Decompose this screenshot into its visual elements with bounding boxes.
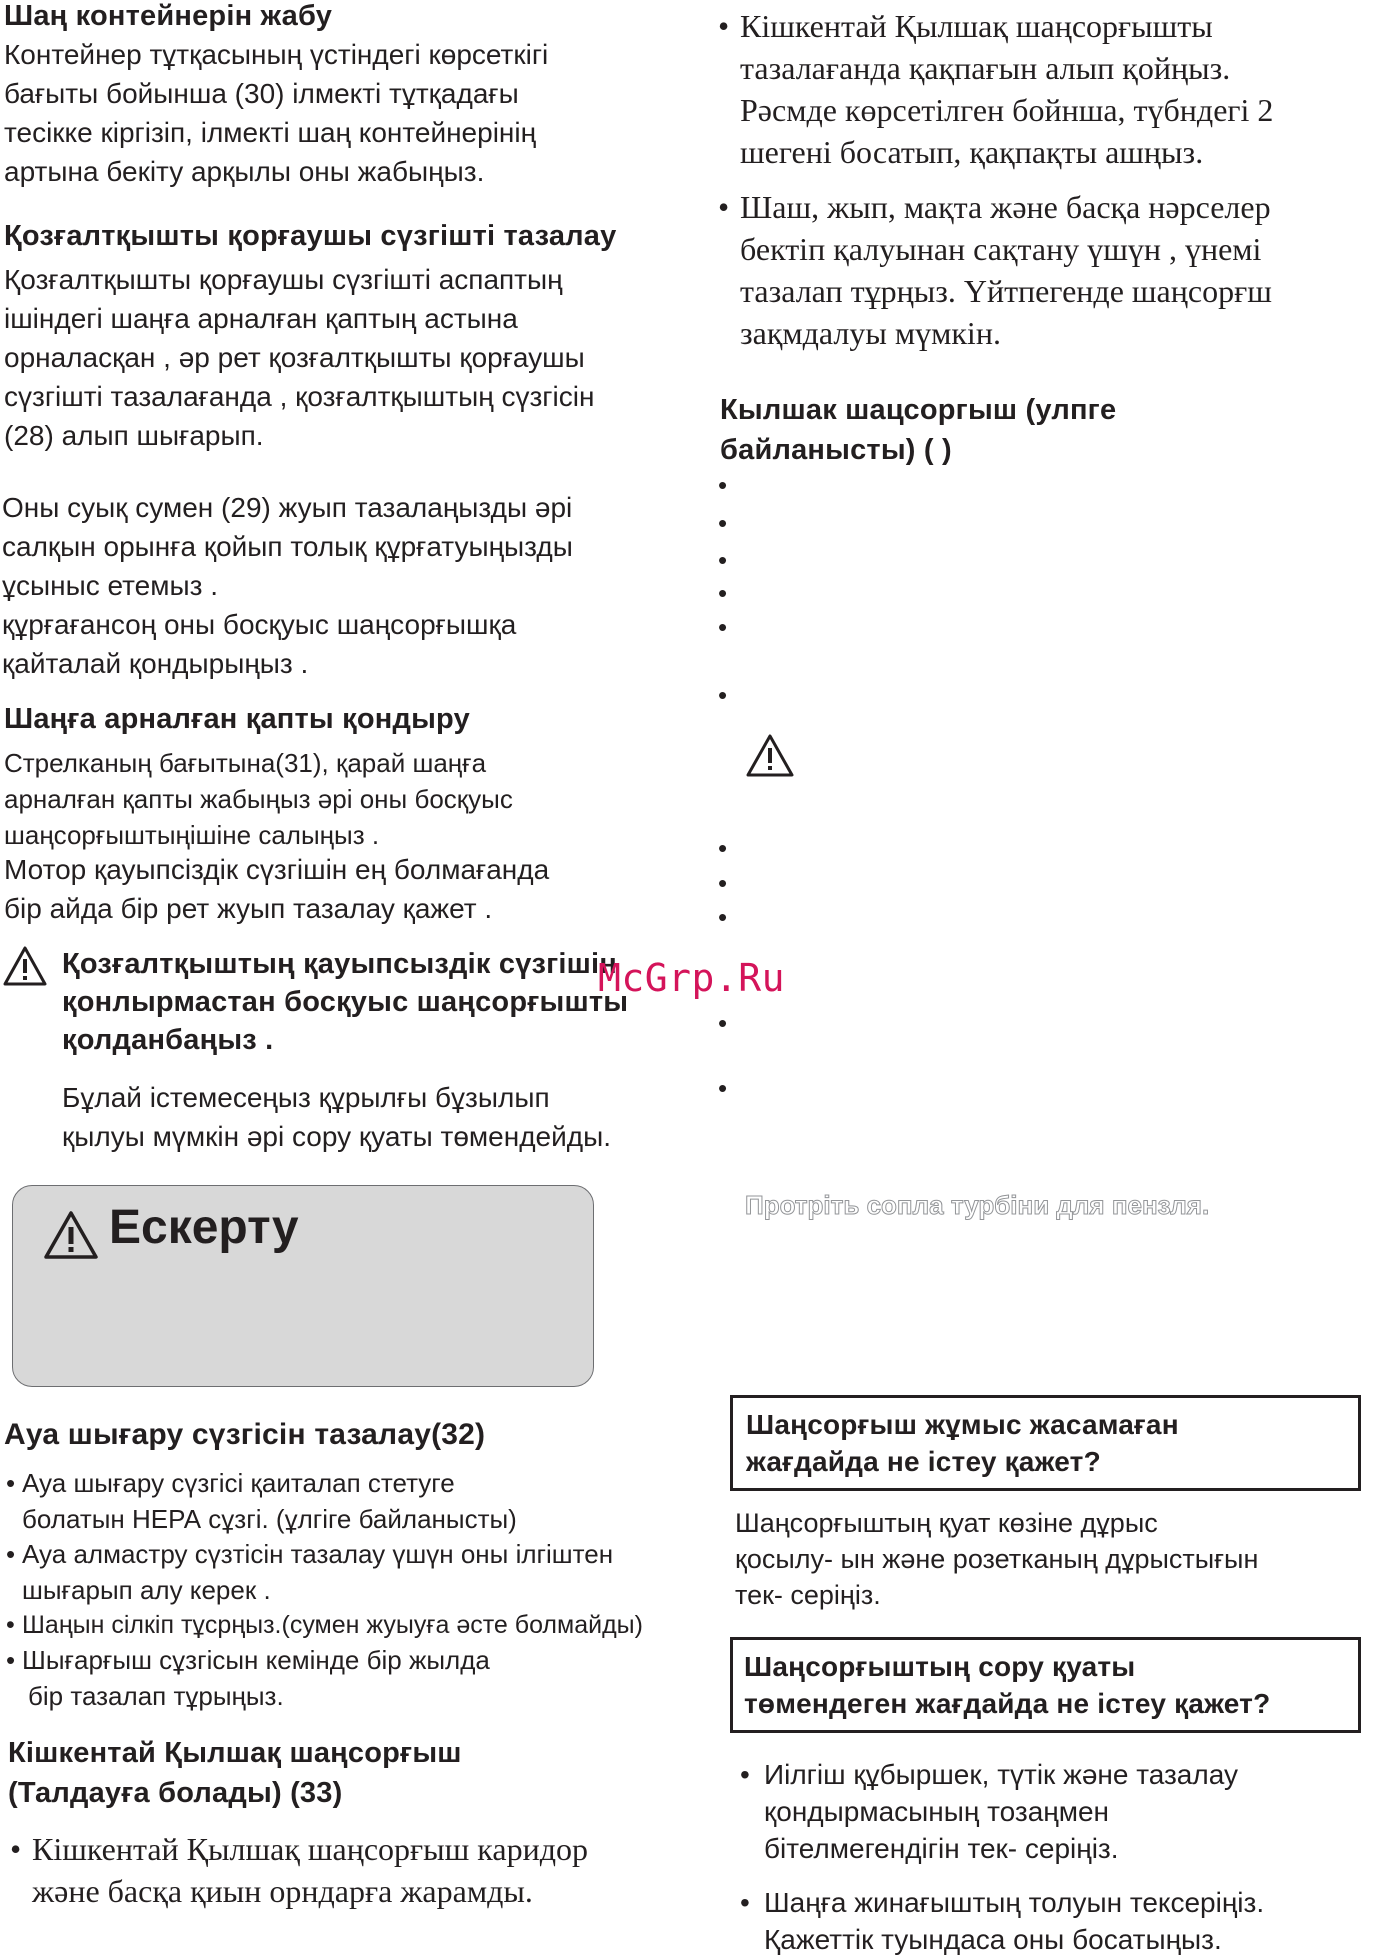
text-line: ұсыныс етемыз . (2, 570, 218, 601)
bullet-icon: • (718, 470, 728, 500)
section-text-dust-bag-wash (4, 850, 549, 928)
text-line: сүзгішті тазалағанда , қозғалтқыштың сүзгісін (4, 381, 595, 412)
bullet-icon: • (10, 1831, 22, 1867)
text-line: Мотор қауыпсіздік сүзгішін ең болмағанда (4, 854, 550, 885)
text-line: ішіндегі шаңға арналған қаптың астына (4, 303, 518, 334)
warning-triangle-icon (2, 945, 48, 987)
bullet-icon: • (718, 612, 728, 642)
warning-triangle-icon (43, 1210, 99, 1260)
text-line: құрғағансоң оны босқуыс шаңсорғышқа (2, 609, 517, 640)
text-line: арналған қапты жабыңыз әрі оны босқуыс (4, 784, 513, 814)
text-line: төмендеген жағдайда не істеу қажет? (744, 1688, 1271, 1719)
text-line: Ауа шығару сүзгісі қаиталап стетуге (22, 1468, 455, 1498)
faq-box-low-suction (730, 1637, 1361, 1733)
text-line: жағдайда не істеу қажет? (746, 1446, 1101, 1477)
text-line: Қозғалтқыштың қауыпсыздік сүзгішін (62, 948, 618, 980)
text-line: Стрелканың бағытына(31), қарай шаңға (4, 748, 487, 778)
text-line: қонлырмастан босқуыс шаңсорғышты (62, 986, 629, 1018)
warning-normal-text (62, 1078, 611, 1156)
list-item (4, 1642, 490, 1714)
section-title-dust-bag: Шаңға арналған қапты қондыру (4, 703, 470, 735)
section-title-turbo-brush (720, 390, 1116, 470)
text-line: Шаңын сілкіп тұсрңыз.(сумен жуыуға әсте болмайды) (22, 1611, 643, 1639)
bullet-icon: • (6, 1611, 15, 1639)
faq-title (744, 1648, 1270, 1722)
text-line: Шаңсорғыштың қуат көзіне дұрыс (735, 1508, 1158, 1538)
text-line: Шаш, жып, мақта және басқа нәрселер (740, 189, 1271, 225)
text-line: Контейнер тұтқасының үстіндегі көрсеткігі (4, 39, 549, 70)
bullet-icon: • (718, 8, 730, 44)
text-line: Иілгіш құбыршек, түтік және тазалау (764, 1759, 1238, 1790)
text-line: тазалап тұрңыз. Үйтпегенде шаңсорғш (740, 273, 1272, 309)
caution-box (12, 1185, 594, 1387)
text-line: Ауа алмастру сүзтісін тазалау үшүн оны ілгіштен (22, 1539, 614, 1569)
faq-answer-not-working (735, 1505, 1258, 1613)
list-item (8, 1828, 588, 1912)
text-line: және басқа қиын орндарға жарамды. (32, 1873, 533, 1909)
text-line: Оны суық сумен (29) жуып тазалаңызды әрі (2, 492, 573, 523)
watermark: McGrp.Ru (598, 956, 786, 1000)
section-title-exhaust-filter: Ауа шығару сүзгісін тазалау(32) (4, 1418, 486, 1451)
text-line: байланысты) ( ) (720, 434, 952, 466)
text-line: бітелмегендігін тек- серіңіз. (764, 1833, 1119, 1864)
list-item (718, 186, 1272, 354)
text-line: зақмдалуы мүмкін. (740, 315, 1001, 351)
bullet-icon: • (718, 680, 728, 710)
text-line: Қозғалтқышты қорғаушы сүзгішті аспаптың (4, 264, 563, 295)
list-item (4, 1536, 613, 1608)
warning-triangle-icon (745, 733, 795, 779)
text-line: тазалағанда қақпағын алып қойңыз. (740, 50, 1231, 86)
bullet-icon: • (718, 545, 728, 575)
text-line: Кішкентай Қылшақ шаңсорғыш каридор (32, 1831, 588, 1867)
text-line: (28) алып шығарып. (4, 420, 264, 451)
list-item (4, 1465, 517, 1537)
ghost-text-line: Протріть сопла турбіни для пензля. (745, 1190, 1210, 1220)
text-line: орналасқан , әр рет қозғалтқышты қорғаушы (4, 342, 585, 373)
text-line: Кішкентай Қылшақ шаңсорғыш (8, 1737, 462, 1769)
bullet-icon: • (740, 1887, 750, 1918)
bullet-icon: • (718, 508, 728, 538)
text-line: қондырмасының тозаңмен (764, 1796, 1110, 1827)
text-line: қолданбаңыз . (62, 1024, 274, 1056)
bullet-icon: • (718, 189, 730, 225)
bullet-icon: • (718, 868, 728, 898)
list-item (740, 1756, 1238, 1867)
text-line: шегені босатып, қақпақты ашңыз. (740, 134, 1204, 170)
text-line: болатын НЕРА сұзгі. (ұлгіге байланысты) (22, 1504, 517, 1534)
section-text-motor-filter (4, 260, 594, 455)
section-text-motor-filter-wash (2, 488, 573, 683)
text-line: Шығарғыш сұзгісын кемінде бір жылда (22, 1645, 490, 1675)
text-line: Шаңсорғыштың сору қуаты (744, 1651, 1136, 1682)
text-line: бағыты бойынша (30) ілмекті тұтқадағы (4, 78, 519, 109)
bullet-icon: • (6, 1468, 16, 1498)
bullet-icon: • (6, 1645, 16, 1675)
bullet-icon: • (718, 833, 728, 863)
section-title-mini-brush (8, 1733, 462, 1813)
faq-box-not-working (730, 1395, 1361, 1491)
text-line: Шаңсорғыш жұмыс жасамаған (746, 1409, 1179, 1440)
text-line: тесікке кіргізіп, ілмекті шаң контейнерінің (4, 117, 537, 148)
section-title-close-container: Шаң контейнерін жабу (4, 0, 333, 32)
text-line: бір тазалап тұрыңыз. (28, 1681, 284, 1711)
section-title-motor-filter: Қозғалтқышты қорғаушы сүзгішті тазалау (4, 220, 617, 252)
text-line: артына бекіту арқылы оны жабыңыз. (4, 156, 485, 187)
text-line: қылуы мүмкін әрі сору қуаты төмендейды. (62, 1121, 611, 1152)
warning-bold-text (62, 945, 628, 1059)
section-text-dust-bag (4, 745, 513, 853)
caution-label: Ескерту (109, 1201, 299, 1254)
text-line: (Талдауға болады) (33) (8, 1777, 343, 1809)
text-line: Шаңға жинағыштың толуын тексеріңіз. (764, 1887, 1265, 1918)
text-line: Рәсмде көрсетілген бойнша, түбндегі 2 (740, 92, 1274, 128)
text-line: салқын орынға қойып толық құрғатуыңызды (2, 531, 573, 562)
section-text-close-container (4, 35, 548, 191)
text-line: шығарып алу керек . (22, 1575, 271, 1605)
text-line: бір айда бір рет жуып тазалау қажет . (4, 893, 493, 924)
text-line: қайталай қондырыңыз . (2, 648, 309, 679)
bullet-icon: • (6, 1539, 16, 1569)
text-line: қосылу- ын және розетканың дұрыстығын (735, 1544, 1259, 1574)
text-line: шаңсорғыштыңішіне салыңыз . (4, 820, 380, 850)
text-line: Кылшак шацсоргыш (улпге (720, 394, 1117, 426)
text-line: Қажеттік туындаса оны босатыңыз. (764, 1924, 1222, 1955)
list-item (4, 1607, 643, 1643)
text-line: Кішкентай Қылшақ шаңсорғышты (740, 8, 1213, 44)
bullet-icon: • (718, 902, 728, 932)
text-line: Бұлай істемесеңыз құрылғы бұзылып (62, 1082, 550, 1113)
text-line: тек- серіңіз. (735, 1580, 881, 1610)
text-line: бектіп қалуынан сақтану үшүн , үнемі (740, 231, 1262, 267)
bullet-icon: • (718, 578, 728, 608)
bullet-icon: • (718, 1008, 728, 1038)
list-item (718, 5, 1273, 173)
bullet-icon: • (718, 1073, 728, 1103)
bullet-icon: • (740, 1759, 750, 1790)
faq-title (746, 1406, 1179, 1480)
list-item (740, 1884, 1264, 1958)
